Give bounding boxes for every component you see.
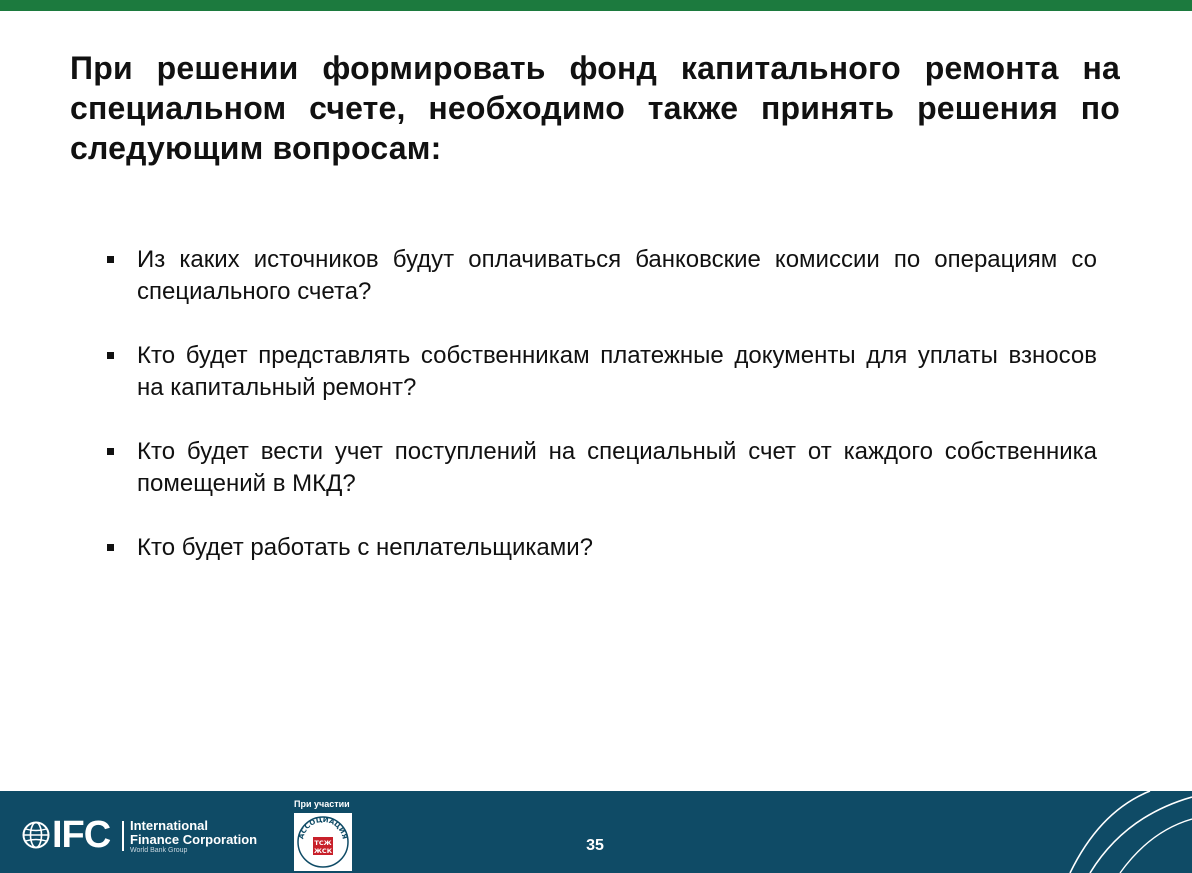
bullet-list	[104, 244, 1097, 596]
partner-logo-text-1: ТСЖ	[314, 839, 332, 847]
bullet-text: Кто будет работать с неплательщиками?	[137, 534, 593, 561]
slide-title: При решении формировать фонд капитального ремонта на специальном счете, необходимо также принять решения по следующим вопросам:	[70, 50, 1120, 166]
bullet-text: Кто будет представлять собственникам платежные документы для уплаты взносов на капитальный ремонт?	[137, 342, 1097, 401]
bullet-text: Из каких источников будут оплачиваться банковские комиссии по операциям со специального счета?	[137, 246, 1097, 305]
ifc-name-line2: Finance Corporation	[130, 832, 258, 847]
page-number: 35	[586, 837, 604, 854]
ifc-logo	[22, 814, 282, 859]
ifc-name	[130, 819, 257, 847]
bullet-square-icon	[107, 352, 114, 359]
ifc-name-line1: International	[130, 818, 209, 833]
top-accent-bar	[0, 0, 1192, 11]
globe-icon	[22, 821, 50, 849]
ifc-letters: IFC	[52, 814, 111, 856]
ifc-group: World Bank Group	[130, 847, 188, 854]
bullet-square-icon	[107, 256, 114, 263]
partner-logo-text-2: ЖСК	[313, 847, 333, 855]
footer-band	[0, 791, 1192, 873]
bullet-square-icon	[107, 544, 114, 551]
partner-logo	[294, 813, 352, 871]
bullet-item	[104, 532, 1097, 564]
bullet-square-icon	[107, 448, 114, 455]
swoosh-decoration	[1040, 791, 1192, 873]
ifc-divider	[122, 821, 124, 851]
bullet-item	[104, 244, 1097, 308]
bullet-text: Кто будет вести учет поступлений на специальный счет от каждого собственника помещений в МКД?	[137, 438, 1097, 497]
partner-label: При участии	[294, 799, 350, 809]
partner-logo-arc-text: АССОЦИАЦИЯ	[297, 815, 349, 840]
bullet-item	[104, 436, 1097, 500]
bullet-item	[104, 340, 1097, 404]
